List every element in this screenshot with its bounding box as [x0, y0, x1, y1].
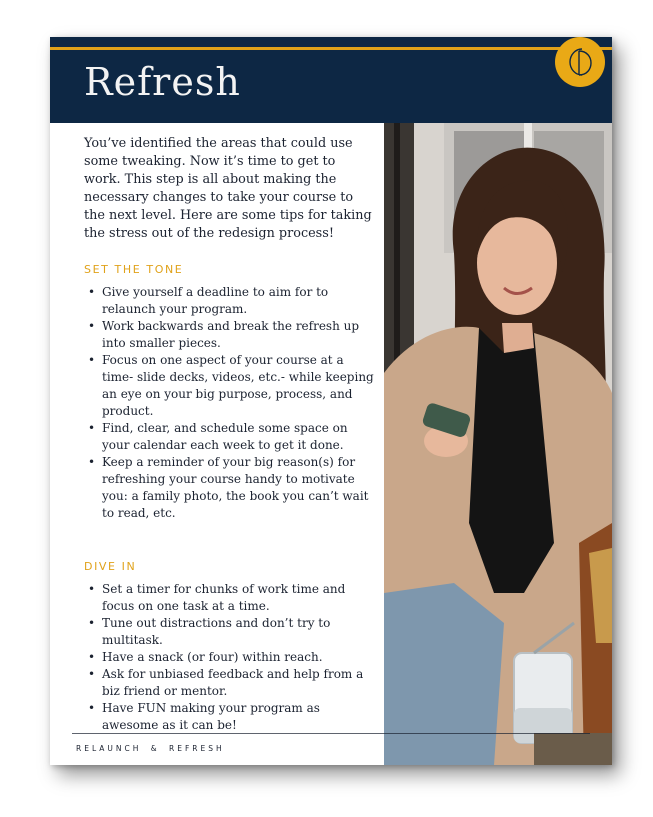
document-page — [50, 37, 612, 765]
bullet-list-dive-in — [84, 581, 374, 734]
text-column — [84, 135, 374, 734]
list-item: • Ask for unbiased feedback and help from a biz friend or mentor. — [84, 666, 374, 700]
list-item: • Give yourself a deadline to aim for to relaunch your program. — [84, 284, 374, 318]
list-item: • Focus on one aspect of your course at a time- slide decks, videos, etc.- while keeping an eye on your big purpose, process, and product. — [84, 352, 374, 420]
list-item: • Tune out distractions and don’t try to multitask. — [84, 615, 374, 649]
header-gold-rule — [50, 47, 612, 50]
bullet-list-set-the-tone — [84, 284, 374, 522]
list-item: • Set a timer for chunks of work time and focus on one task at a time. — [84, 581, 374, 615]
list-item: • Have FUN making your program as awesome as it can be! — [84, 700, 374, 734]
woman-with-phone-photo — [384, 123, 612, 765]
list-item: • Keep a reminder of your big reason(s) for refreshing your course handy to motivate you: a family photo, the book you can’t wait to read, etc. — [84, 454, 374, 522]
list-item: • Have a snack (or four) within reach. — [84, 649, 374, 666]
section-heading-set-the-tone: SET THE TONE — [84, 263, 184, 276]
list-item: • Work backwards and break the refresh up into smaller pieces. — [84, 318, 374, 352]
logo-badge — [555, 37, 605, 87]
photo-illustration — [384, 123, 612, 765]
section-heading-dive-in: DIVE IN — [84, 560, 137, 573]
intro-paragraph: You’ve identified the areas that could use some tweaking. Now it’s time to get to work. This step is all about making the necessary changes to take your course to the next level. Here are some tips for taking the stress out of the redesign process! — [84, 136, 372, 241]
logo-monogram-icon — [555, 37, 605, 87]
footer-rule — [72, 733, 590, 734]
page-header — [50, 37, 612, 123]
page-title: Refresh — [84, 60, 241, 104]
list-item: • Find, clear, and schedule some space on your calendar each week to get it done. — [84, 420, 374, 454]
footer-label: RELAUNCH & REFRESH — [76, 744, 225, 753]
